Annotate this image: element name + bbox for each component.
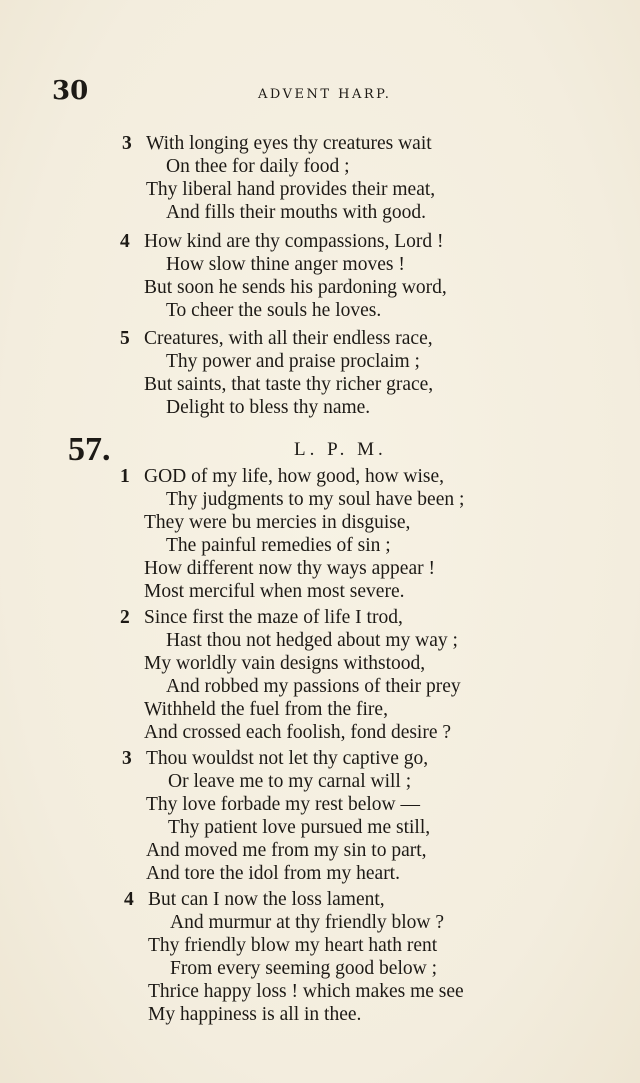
stanza-number: 4 xyxy=(124,889,134,910)
verse-line: But can I now the loss lament, xyxy=(148,889,385,910)
verse-line: They were bu mercies in disguise, xyxy=(144,512,411,533)
verse-line: And fills their mouths with good. xyxy=(166,202,426,223)
running-head: ADVENT HARP. xyxy=(258,87,392,102)
verse-line: Thy liberal hand provides their meat, xyxy=(146,179,436,200)
verse-line: To cheer the souls he loves. xyxy=(166,300,382,321)
stanza-number: 3 xyxy=(122,133,132,154)
stanza-number: 2 xyxy=(120,607,130,628)
verse-line: GOD of my life, how good, how wise, xyxy=(144,466,445,487)
verse-line: And tore the idol from my heart. xyxy=(146,863,400,884)
verse-line: Creatures, with all their endless race, xyxy=(144,328,433,349)
verse-line: Delight to bless thy name. xyxy=(166,397,371,418)
verse-line: My worldly vain designs withstood, xyxy=(144,653,426,674)
verse-line: How slow thine anger moves ! xyxy=(166,254,405,275)
verse-line: And robbed my passions of their prey xyxy=(166,676,461,697)
verse-line: On thee for daily food ; xyxy=(166,156,350,177)
verse-line: And crossed each foolish, fond desire ? xyxy=(144,722,452,743)
verse-line: Most merciful when most severe. xyxy=(144,581,405,602)
stanza-number: 3 xyxy=(122,748,132,769)
verse-line: Hast thou not hedged about my way ; xyxy=(166,630,458,651)
verse-line: Thrice happy loss ! which makes me see xyxy=(148,981,464,1002)
verse-line: Thy patient love pursued me still, xyxy=(168,817,431,838)
verse-line: How different now thy ways appear ! xyxy=(144,558,435,579)
verse-line: From every seeming good below ; xyxy=(170,958,437,979)
verse-line: And moved me from my sin to part, xyxy=(146,840,427,861)
page-number: 30 xyxy=(52,76,89,106)
stanza-number: 1 xyxy=(120,466,130,487)
verse-line: Thy friendly blow my heart hath rent xyxy=(148,935,438,956)
verse-line: But soon he sends his pardoning word, xyxy=(144,277,447,298)
verse-line: But saints, that taste thy richer grace, xyxy=(144,374,434,395)
verse-line: Withheld the fuel from the fire, xyxy=(144,699,388,720)
verse-line: Thy love forbade my rest below — xyxy=(146,794,421,815)
stanza-number: 4 xyxy=(120,231,130,252)
stanza-number: 5 xyxy=(120,328,130,349)
verse-line: Thy judgments to my soul have been ; xyxy=(166,489,465,510)
hymn-meter: L. P. M. xyxy=(294,439,387,460)
verse-line: My happiness is all in thee. xyxy=(148,1004,362,1025)
verse-line: Since first the maze of life I trod, xyxy=(144,607,403,628)
verse-line: With longing eyes thy creatures wait xyxy=(146,133,432,154)
verse-line: And murmur at thy friendly blow ? xyxy=(170,912,445,933)
hymn-number: 57. xyxy=(68,431,111,468)
verse-line: Thy power and praise proclaim ; xyxy=(166,351,420,372)
verse-line: Or leave me to my carnal will ; xyxy=(168,771,412,792)
verse-line: The painful remedies of sin ; xyxy=(166,535,391,556)
verse-line: Thou wouldst not let thy captive go, xyxy=(146,748,429,769)
verse-line: How kind are thy compassions, Lord ! xyxy=(144,231,444,252)
